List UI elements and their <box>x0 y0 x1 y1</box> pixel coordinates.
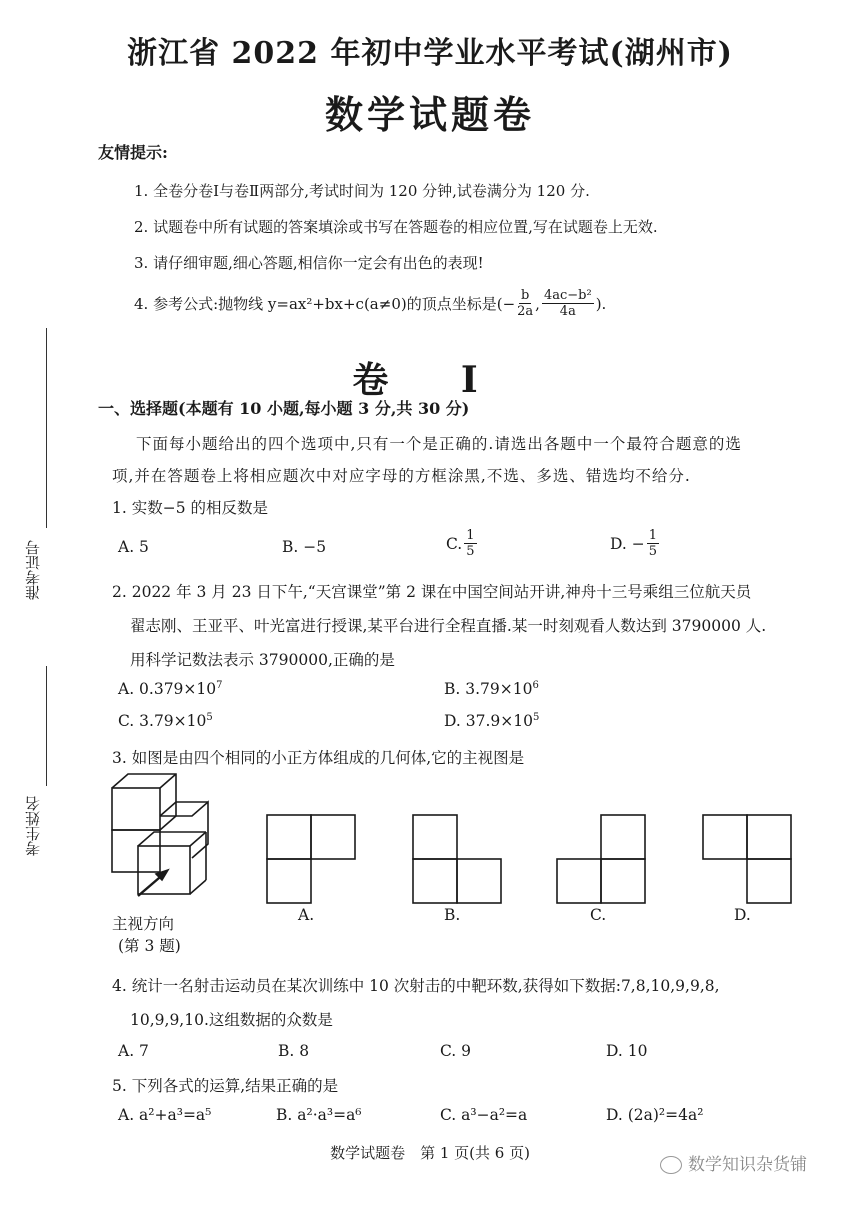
q3-cube-front <box>138 846 190 894</box>
q3-option-b-figure <box>410 812 504 906</box>
q3-cube-top-edge <box>160 774 176 788</box>
q5-stem: 5. 下列各式的运算,结果正确的是 <box>112 1077 339 1095</box>
tip-3: 3. 请仔细审题,细心答题,相信你一定会有出色的表现! <box>134 254 484 272</box>
q4-option-d: D. 10 <box>606 1042 648 1060</box>
wechat-icon <box>660 1156 682 1174</box>
q3-option-d: D. <box>734 906 751 924</box>
q5-option-c: C. a³−a²=a <box>440 1106 528 1124</box>
q2-line2: 翟志刚、王亚平、叶光富进行授课,某平台进行全程直播.某一时刻观看人数达到 3790000 人. <box>130 617 767 635</box>
q1-d-prefix: D. − <box>610 534 645 553</box>
q1-d-fraction <box>647 528 659 559</box>
q1-c-den: 5 <box>466 544 475 559</box>
part1-heading: 一、选择题(本题有 10 小题,每小题 3 分,共 30 分) <box>98 399 470 418</box>
q3-option-c-figure <box>554 812 648 906</box>
q2-option-c: C. $3.79\times 10^5$ <box>118 712 213 731</box>
formula-fraction-2 <box>542 288 594 319</box>
watermark <box>660 1150 807 1175</box>
q2-option-a: A. $0.379\times 10^7$ <box>118 680 223 699</box>
name-line <box>46 666 47 786</box>
q1-option-c <box>446 528 479 559</box>
q5-option-a: A. a²+a³=a⁵ <box>118 1106 212 1124</box>
formula-comma: , <box>535 294 540 313</box>
formula-f1-num: b <box>520 288 530 303</box>
q3-cube-front-edge <box>190 832 206 846</box>
q1-option-b: B. −5 <box>282 538 327 556</box>
q1-d-den: 5 <box>648 544 657 559</box>
section-title: 卷 Ⅰ <box>352 359 508 401</box>
q3-cube-figure <box>100 770 220 910</box>
q3-option-b: B. <box>444 906 461 924</box>
tip-2: 2. 试题卷中所有试题的答案填涂或书写在答题卷的相应位置,写在试题卷上无效. <box>134 218 658 236</box>
exam-subtitle: 数学试题卷 <box>324 92 535 137</box>
formula-f2-den: 4a <box>559 304 576 319</box>
q2-line3: 用科学记数法表示 3790000,正确的是 <box>130 651 395 669</box>
q3-figure-caption: (第 3 题) <box>118 937 181 955</box>
q5-option-d: D. (2a)²=4a² <box>606 1106 704 1124</box>
q3-option-d-figure <box>700 812 794 906</box>
q4-line2: 10,9,9,10.这组数据的众数是 <box>130 1011 333 1029</box>
formula-f1-den: 2a <box>517 304 534 319</box>
tip-1: 1. 全卷分卷Ⅰ与卷Ⅱ两部分,考试时间为 120 分钟,试卷满分为 120 分. <box>134 182 590 200</box>
q3-cube-back-edge1 <box>160 802 176 816</box>
part1-instruction-line2: 项,并在答题卷上将相应题次中对应字母的方框涂黑,不选、多选、错选均不给分. <box>112 467 691 485</box>
q1-c-num: 1 <box>466 528 475 543</box>
name-label: 考生姓名 <box>24 796 42 856</box>
q1-c-prefix: C. <box>446 534 463 553</box>
exam-id-line <box>46 328 47 528</box>
formula-prefix: 4. 参考公式:抛物线 y=ax²+bx+c(a≠0)的顶点坐标是(− <box>134 295 516 313</box>
q3-direction-label: 主视方向 <box>112 915 175 933</box>
q1-c-fraction <box>464 528 476 559</box>
q4-option-b: B. 8 <box>278 1042 310 1060</box>
q4-line1: 4. 统计一名射击运动员在某次训练中 10 次射击的中靶环数,获得如下数据:7,8,10,9,9,8, <box>112 977 720 995</box>
q4-option-c: C. 9 <box>440 1042 472 1060</box>
q3-cube-top-front <box>112 788 160 830</box>
page-footer: 数学试题卷 第 1 页(共 6 页) <box>330 1144 530 1162</box>
watermark-text: 数学知识杂货铺 <box>688 1155 807 1175</box>
tips-heading: 友情提示: <box>98 143 168 162</box>
q2-line1: 2. 2022 年 3 月 23 日下午,“天宫课堂”第 2 课在中国空间站开讲,神舟十三号乘组三位航天员 <box>112 583 752 601</box>
q3-option-a-figure <box>264 812 358 906</box>
exam-title: 浙江省 2022 年初中学业水平考试(湖州市) <box>127 36 733 71</box>
q1-option-a: A. 5 <box>118 538 149 556</box>
q3-option-a: A. <box>298 906 315 924</box>
formula-fraction-1 <box>517 288 533 319</box>
q4-option-a: A. 7 <box>118 1042 149 1060</box>
q5-option-b: B. a²·a³=a⁶ <box>276 1106 362 1124</box>
q3-cube-front-top <box>138 832 206 846</box>
q3-cube-front-bottom <box>190 880 206 894</box>
q1-stem: 1. 实数−5 的相反数是 <box>112 499 268 517</box>
q3-stem: 3. 如图是由四个相同的小正方体组成的几何体,它的主视图是 <box>112 749 525 767</box>
q3-option-c: C. <box>590 906 607 924</box>
tip-4-formula <box>134 288 606 319</box>
q3-cube-bottom-left <box>112 830 160 872</box>
part1-instruction-line1: 下面每小题给出的四个选项中,只有一个是正确的.请选出各题中一个最符合题意的选 <box>136 435 742 453</box>
q1-d-num: 1 <box>648 528 657 543</box>
q1-option-d <box>610 528 661 559</box>
q2-option-b: B. $3.79\times 10^6$ <box>444 680 539 699</box>
formula-suffix: ). <box>595 294 607 313</box>
q2-option-d: D. $37.9\times 10^5$ <box>444 712 540 731</box>
formula-f2-num: 4ac−b² <box>543 288 592 303</box>
exam-id-label: 准考证号 <box>24 540 42 600</box>
